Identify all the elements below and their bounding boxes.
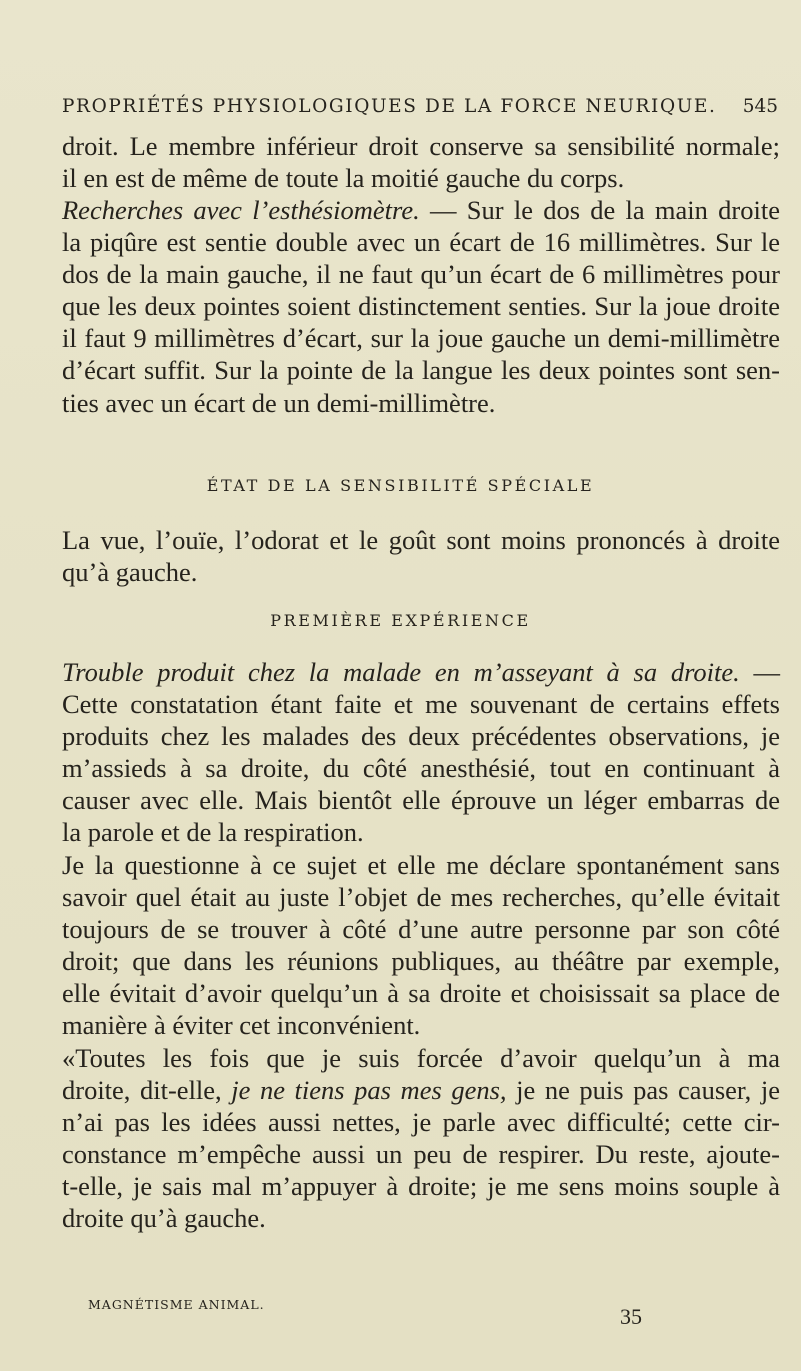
text-line: Trouble produit chez la malade en m’asseyant à sa droite. —: [62, 657, 780, 687]
text-line: qu’à gauche.: [62, 557, 198, 588]
italic-heading: Recherches avec l’esthésiomètre.: [62, 195, 420, 225]
text-line: causer avec elle. Mais bientôt elle éprouve un léger embarras de: [62, 785, 780, 816]
signature-mark: MAGNÉTISME ANIMAL.: [88, 1297, 265, 1312]
text-line: toujours de se trouver à côté d’une autre personne par son côté: [62, 914, 780, 945]
text-line: il en est de même de toute la moitié gauche du corps.: [62, 163, 625, 194]
section-title-sensibilite: ÉTAT DE LA SENSIBILITÉ SPÉCIALE: [206, 476, 595, 495]
text-line: m’assieds à sa droite, du côté anesthésié, tout en continuant à: [62, 753, 780, 784]
text-line: la parole et de la respiration.: [62, 817, 364, 848]
text-line: droite, dit-elle, je ne tiens pas mes gens, je ne puis pas causer, je: [62, 1075, 780, 1106]
text-line: elle évitait d’avoir quelqu’un à sa droite et choisissait sa place de: [62, 978, 780, 1009]
text-line: droit; que dans les réunions publiques, au théâtre par exemple,: [62, 946, 780, 977]
text-line: savoir quel était au juste l’objet de mes recherches, qu’elle évitait: [62, 882, 780, 913]
text-line: constance m’empêche aussi un peu de respirer. Du reste, ajoute-: [62, 1139, 780, 1170]
paragraph-citation: [62, 1042, 780, 1235]
paragraph-questionne: [62, 849, 780, 1042]
section-title-experience: PREMIÈRE EXPÉRIENCE: [270, 611, 531, 630]
text-line: dos de la main gauche, il ne faut qu’un écart de 6 millimètres pour: [62, 259, 780, 290]
running-header: [62, 96, 782, 117]
text-line: La vue, l’ouïe, l’odorat et le goût sont moins prononcés à droite: [62, 525, 780, 555]
paragraph-esthesiometre: [62, 194, 780, 419]
paragraph-sens: [62, 524, 780, 588]
text-line: t-elle, je sais mal m’appuyer à droite; je me sens moins souple à: [62, 1171, 780, 1202]
text-line: d’écart suffit. Sur la pointe de la langue les deux pointes sont sen-: [62, 355, 780, 386]
text-line: ties avec un écart de un demi-millimètre.: [62, 387, 496, 418]
text-line: produits chez les malades des deux précédentes observations, je: [62, 721, 780, 752]
text-line: Je la questionne à ce sujet et elle me déclare spontanément sans: [62, 850, 780, 880]
sheet-number: 35: [620, 1304, 642, 1329]
italic-heading: Trouble produit chez la malade en m’asseyant à sa droite.: [62, 657, 740, 687]
text-line: droit. Le membre inférieur droit conserve sa sensibilité normale;: [62, 131, 780, 161]
text-line: droite qu’à gauche.: [62, 1203, 266, 1234]
running-title: PROPRIÉTÉS PHYSIOLOGIQUES DE LA FORCE NEURIQUE.: [62, 96, 717, 117]
text-line: Cette constatation étant faite et me souvenant de certains effets: [62, 689, 780, 720]
paragraph-membre-inferieur: [62, 130, 780, 194]
text-line: il faut 9 millimètres d’écart, sur la joue gauche un demi-millimètre: [62, 323, 780, 354]
text-line: Recherches avec l’esthésiomètre. — Sur le dos de la main droite: [62, 195, 780, 225]
page-number: 545: [742, 96, 778, 117]
text-line: «Toutes les fois que je suis forcée d’avoir quelqu’un à ma: [62, 1043, 780, 1073]
text-line: n’ai pas les idées aussi nettes, je parle avec difficulté; cette cir-: [62, 1107, 780, 1138]
text-line: la piqûre est sentie double avec un écart de 16 millimètres. Sur le: [62, 227, 780, 258]
text-line: manière à éviter cet inconvénient.: [62, 1010, 421, 1041]
paragraph-trouble: [62, 656, 780, 849]
text-line: que les deux pointes soient distinctement senties. Sur la joue droite: [62, 291, 780, 322]
italic-quote: je ne tiens pas mes gens,: [231, 1075, 507, 1106]
